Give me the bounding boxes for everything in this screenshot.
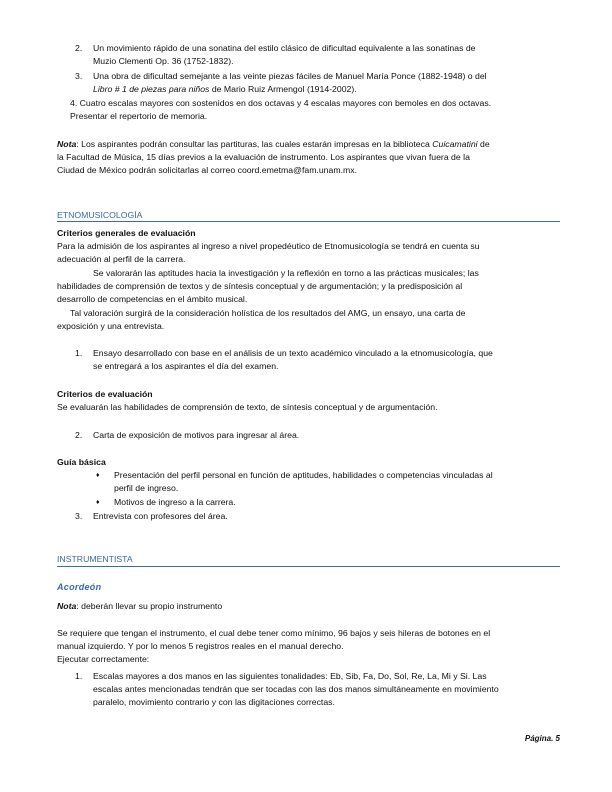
note-text: Ciudad de México podrán solicitarlas al correo coord.emetma@fam.unam.mx.	[57, 165, 357, 175]
note-paragraph	[57, 600, 222, 613]
list-item-text: Carta de exposición de motivos para ingresar al área.	[93, 430, 300, 440]
repertoire-note: Presentar el repertorio de memoria.	[70, 111, 208, 121]
list-number: 3.	[75, 71, 83, 81]
list-item-text: Una obra de dificultad semejante a las veinte piezas fáciles de Manuel María Ponce (1882-1948) o del	[93, 71, 487, 81]
subsection-title: Criterios de evaluación	[57, 389, 153, 399]
subsection-heading-acordeon	[57, 581, 101, 594]
section-heading-instrumentista: INSTRUMENTISTA	[57, 554, 133, 564]
list-item-text: Muzio Clementi Op. 36 (1752-1832).	[93, 56, 234, 66]
note-text: : deberán llevar su propio instrumento	[76, 601, 223, 611]
section-divider	[57, 566, 560, 567]
note-text: : Los aspirantes podrán consultar las partituras, las cuales estarán impresas en la biblioteca	[76, 139, 433, 149]
paragraph-line: exposición y una entrevista.	[57, 321, 165, 331]
subsection-title: Criterios generales de evaluación	[57, 228, 196, 238]
section-heading-etnomusicologia: ETNOMUSICOLOGÍA	[57, 210, 143, 220]
book-title: Libro # 1 de piezas para niños	[93, 84, 210, 94]
paragraph-line: Para la admisión de los aspirantes al ingreso a nivel propedéutico de Etnomusicología se tendrá en cuenta su	[57, 241, 480, 251]
paragraph-line: Se valorarán las aptitudes hacia la investigación y la reflexión en torno a las prácticas musicales; las	[93, 268, 479, 278]
note-label: Nota	[57, 139, 77, 149]
scales-item: 4. Cuatro escalas mayores con sostenidos en dos octavas y 4 escalas mayores con bemoles en dos octavas.	[70, 98, 492, 108]
paragraph-line: Tal valoración surgirá de la consideración holística de los resultados del AMG, un ensayo, una carta de	[70, 308, 466, 318]
list-number: 2.	[75, 43, 83, 53]
bullet-item-text: perfil de ingreso.	[114, 483, 179, 493]
list-item-text: Un movimiento rápido de una sonatina del estilo clásico de dificultad equivalente a las sonatinas de	[93, 43, 476, 53]
subsection-heading-text: Acordeón	[57, 582, 102, 592]
list-item-text: Entrevista con profesores del área.	[93, 511, 228, 521]
paragraph-line: habilidades de comprensión de textos y de síntesis conceptual y de argumentación; y la predisposición al	[57, 281, 463, 291]
subsection-title: Guía básica	[57, 457, 106, 467]
list-item-text: se entregará a los aspirantes el día del examen.	[93, 361, 279, 371]
list-number: 1.	[75, 348, 83, 358]
diamond-bullet-icon: ♦	[96, 499, 100, 506]
list-item-text: Ensayo desarrollado con base en el análisis de un texto académico vinculado a la etnomusicología, que	[93, 348, 493, 358]
list-item-text: paralelo, movimiento contrario y con las digitaciones correctas.	[93, 697, 335, 707]
list-number: 3.	[75, 511, 83, 521]
list-item-text: escalas antes mencionadas tendrán que ser tocadas con las dos manos simultáneamente en movimiento	[93, 684, 499, 694]
list-number: 1.	[75, 671, 83, 681]
list-item-text	[93, 83, 357, 96]
list-item-text: Escalas mayores a dos manos en las siguientes tonalidades: Eb, Sib, Fa, Do, Sol, Re, La, Mi y Si. Las	[93, 671, 487, 681]
paragraph-line: desarrollo de competencias en el ámbito musical.	[57, 294, 248, 304]
paragraph-line: Ejecutar correctamente:	[57, 654, 150, 664]
page-number: Página. 5	[524, 734, 560, 743]
paragraph-line: Se evaluarán las habilidades de comprensión de texto, de síntesis conceptual y de argumentación.	[57, 402, 438, 412]
bullet-item-text: Presentación del perfil personal en función de aptitudes, habilidades o competencias vinculadas al	[114, 470, 493, 480]
note-paragraph	[57, 138, 490, 151]
paragraph-line: manual izquierdo. Y por lo menos 5 registros reales en el manual derecho.	[57, 641, 344, 651]
section-divider	[57, 221, 560, 222]
note-text: de	[477, 139, 490, 149]
note-label: Nota	[57, 601, 77, 611]
bullet-item-text: Motivos de ingreso a la carrera.	[114, 497, 236, 507]
paragraph-line: adecuación al perfil de la carrera.	[57, 254, 186, 264]
list-item-text-rest: de Mario Ruiz Armengol (1914-2002).	[209, 84, 357, 94]
library-name: Cuicamatini	[432, 139, 478, 149]
note-text: la Facultad de Música, 15 días previos a la evaluación de instrumento. Los aspirantes que vivan fuera de la	[57, 152, 470, 162]
paragraph-line: Se requiere que tengan el instrumento, el cual debe tener como mínimo, 96 bajos y seis hileras de botones en el	[57, 628, 491, 638]
diamond-bullet-icon: ♦	[96, 472, 100, 479]
list-number: 2.	[75, 430, 83, 440]
